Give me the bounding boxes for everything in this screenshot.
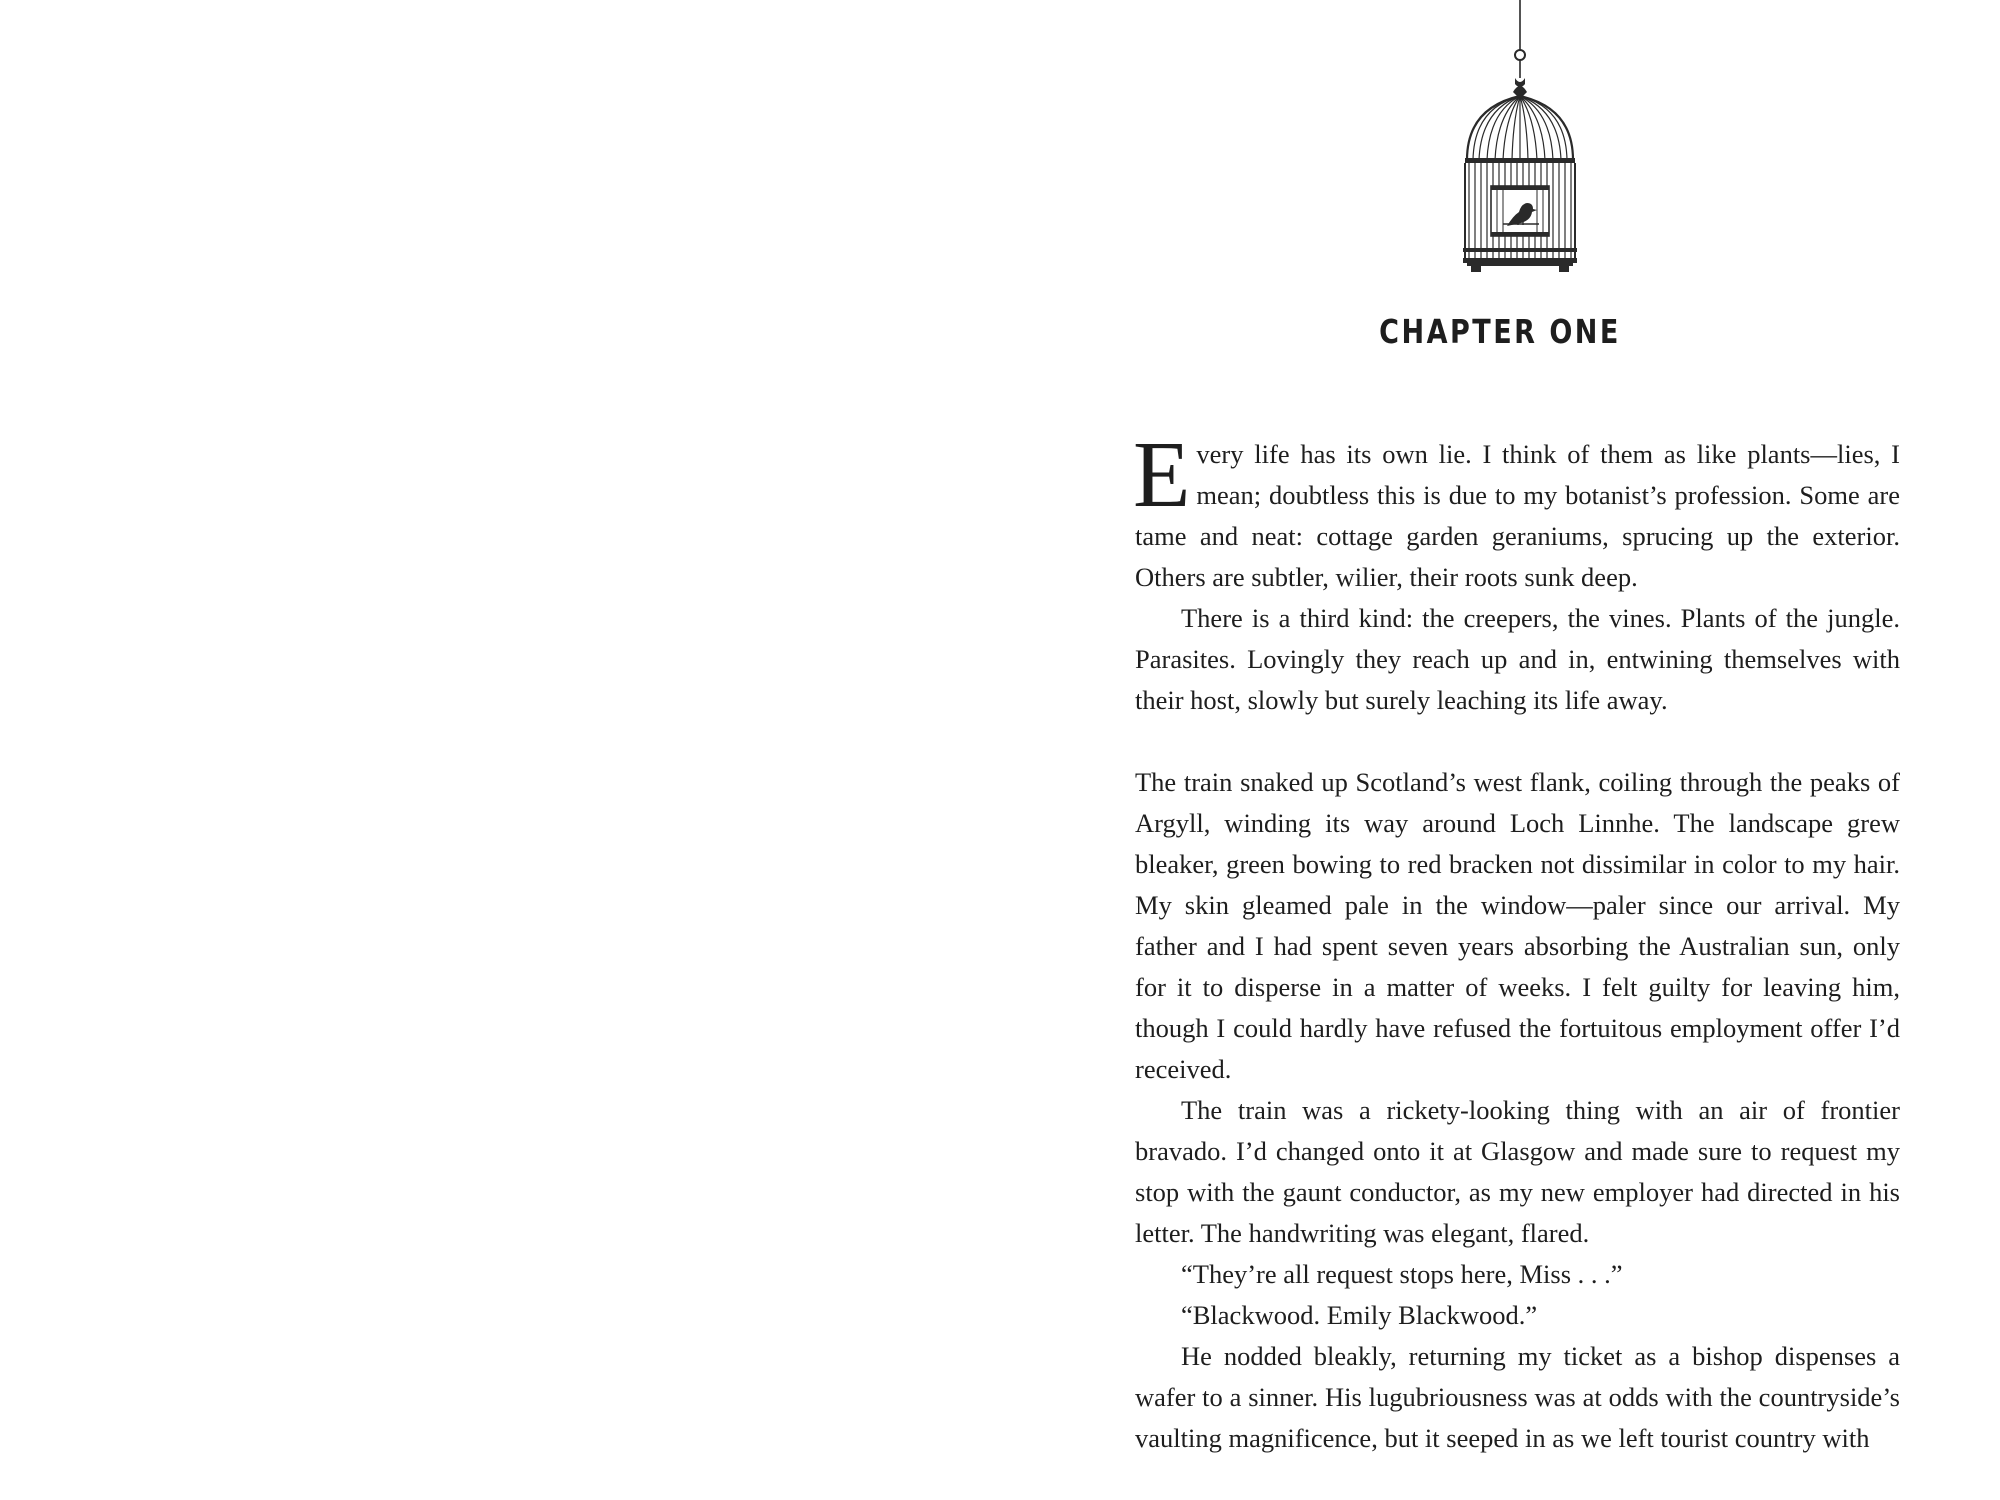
chapter-title: CHAPTER ONE [1379,312,1621,351]
birdcage-icon [1455,0,1585,280]
opening-paragraph-text: very life has its own lie. I think of them as like plants—lies, I mean; doubtless this is due to my botanist’s profession. Some are tame and neat: cottage garden geraniums, sprucing up the exterior. Others are subtler, wilier, their roots sunk deep. [1135,439,1900,592]
drop-cap: E [1133,423,1191,527]
paragraph: There is a third kind: the creepers, the vines. Plants of the jungle. Parasites. Lovingly they reach up and in, entwining themselves with their host, slowly but surely leaching its life away. [1135,603,1900,715]
opening-paragraph [1133,423,1900,598]
paragraph: The train was a rickety-looking thing with an air of frontier bravado. I’d changed onto it at Glasgow and made sure to request my stop with the gaunt conductor, as my new employer had directed in his letter. The handwriting was elegant, flared. [1135,1095,1900,1248]
dialogue-line: “They’re all request stops here, Miss . . .” [1181,1259,1623,1289]
dialogue-line: “Blackwood. Emily Blackwood.” [1181,1300,1538,1330]
section-paragraph: The train snaked up Scotland’s west flank, coiling through the peaks of Argyll, winding its way around Loch Linnhe. The landscape grew bleaker, green bowing to red bracken not dissimilar in color to my hair. My skin gleamed pale in the window—paler since our arrival. My father and I had spent seven years absorbing the Australian sun, only for it to disperse in a matter of weeks. I felt guilty for leaving him, though I could hardly have refused the fortuitous employment offer I’d received. [1135,767,1900,1084]
chapter-body-text [1133,423,1900,1459]
paragraph: He nodded bleakly, returning my ticket as a bishop dispenses a wafer to a sinner. His lugubriousness was at odds with the countryside’s vaulting magnificence, but it seeped in as we left tourist country with [1135,1341,1900,1453]
